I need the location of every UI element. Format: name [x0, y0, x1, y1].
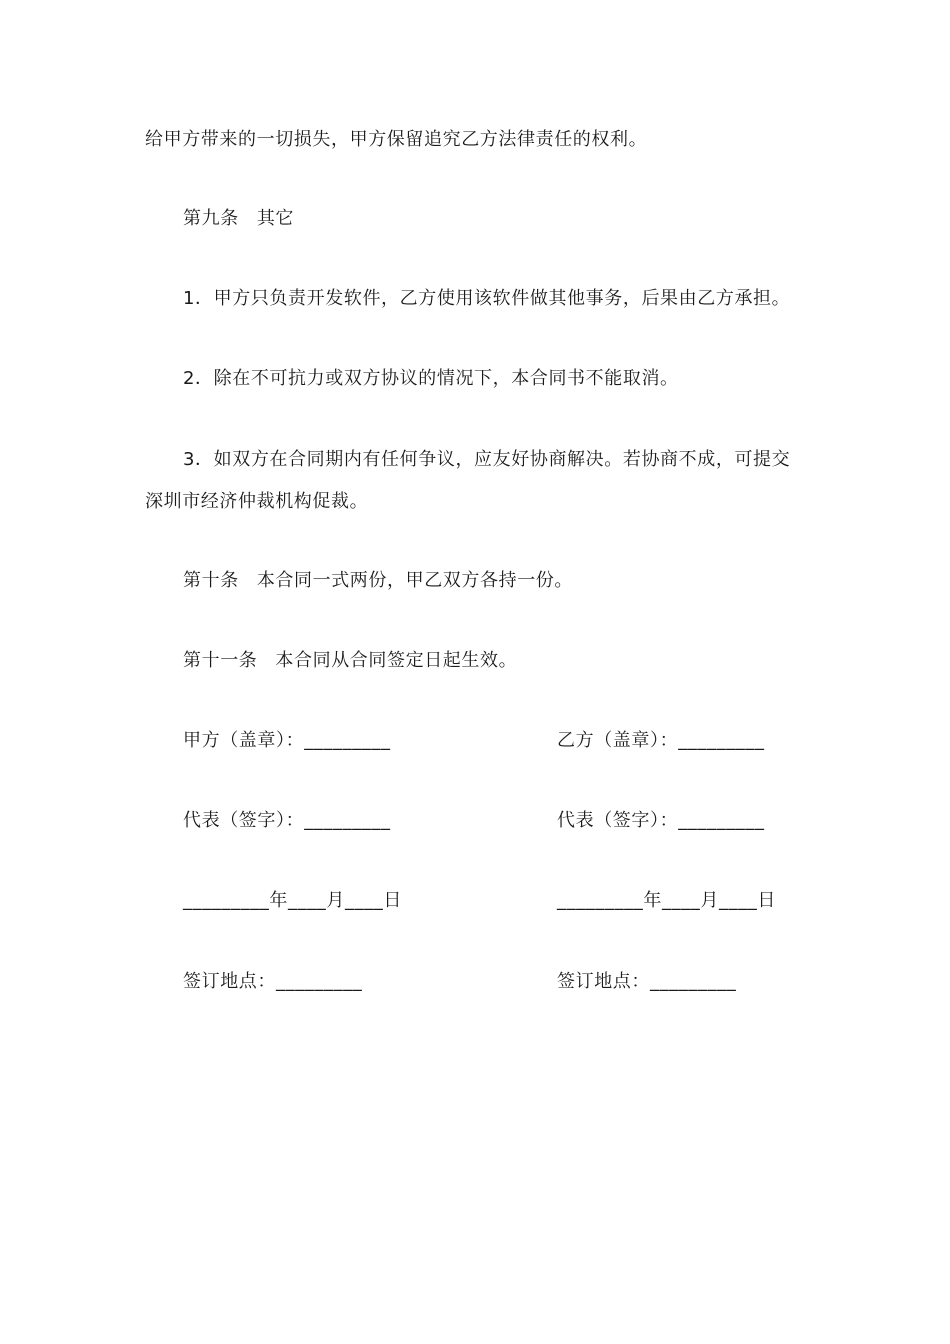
article-9-item-2: 2．除在不可抗力或双方协议的情况下，本合同书不能取消。 — [183, 368, 679, 389]
article-11 — [183, 649, 517, 673]
article-10-number: 第十条 — [183, 570, 239, 591]
article-9-item-3-line-1: 3．如双方在合同期内有任何争议，应友好协商解决。若协商不成，可提交 — [183, 449, 791, 470]
party-a-date-field: _________年____月____日 — [183, 890, 402, 911]
party-a-rep-signature-field: 代表（签字）：_________ — [183, 810, 391, 831]
article-11-text: 本合同从合同签定日起生效。 — [275, 650, 518, 671]
article-9-number: 第九条 — [183, 208, 239, 229]
party-b-place-field: 签订地点：_________ — [557, 971, 737, 992]
party-b-date-field: _________年____月____日 — [557, 890, 776, 911]
article-9-heading — [183, 207, 294, 231]
article-9-item-1: 1．甲方只负责开发软件，乙方使用该软件做其他事务，后果由乙方承担。 — [183, 288, 791, 309]
article-10 — [183, 569, 573, 593]
paragraph-liability: 给甲方带来的一切损失，甲方保留追究乙方法律责任的权利。 — [145, 129, 648, 150]
party-b-rep-signature-field: 代表（签字）：_________ — [557, 810, 765, 831]
party-a-place-field: 签订地点：_________ — [183, 971, 363, 992]
article-11-number: 第十一条 — [183, 650, 258, 671]
article-9-title: 其它 — [256, 208, 295, 229]
article-10-text: 本合同一式两份，甲乙双方各持一份。 — [256, 570, 574, 591]
party-b-seal-field: 乙方（盖章）：_________ — [557, 730, 765, 751]
party-a-seal-field: 甲方（盖章）：_________ — [183, 730, 391, 751]
article-9-item-3-line-2: 深圳市经济仲裁机构促裁。 — [145, 491, 369, 512]
